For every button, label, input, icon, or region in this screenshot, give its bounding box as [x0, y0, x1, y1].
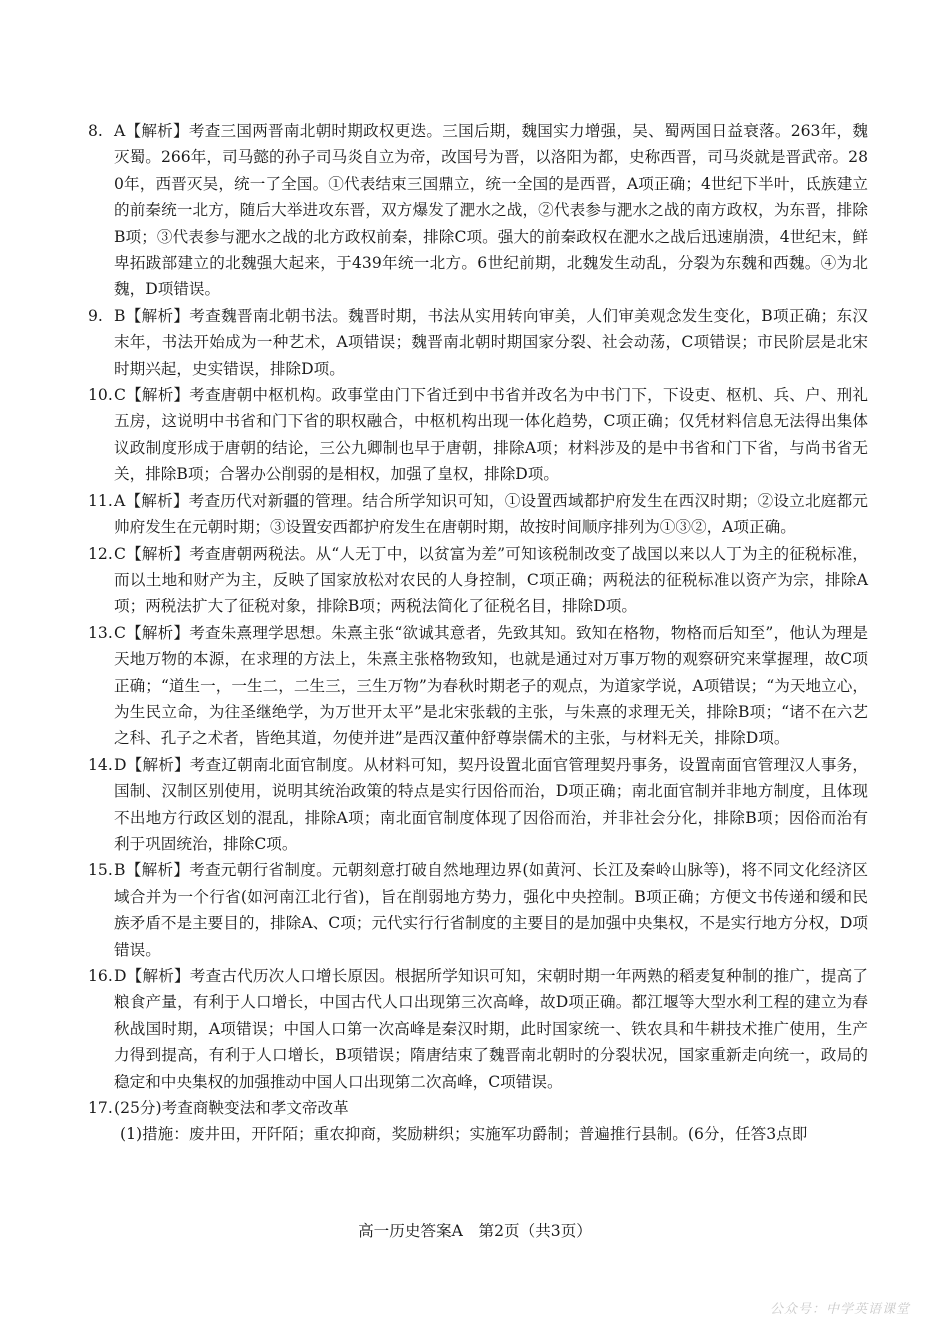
item-text: A【解析】考查历代对新疆的管理。结合所学知识可知，①设置西域都护府发生在西汉时期；②设立北庭都元帅府发生在元朝时期；③设置安西都护府发生在唐朝时期，故按时间顺序排列为①③②，A项正确。: [114, 491, 868, 537]
answer-item-11: [88, 488, 868, 541]
answer-item-9: [88, 303, 868, 382]
answer-item-8: [88, 118, 868, 303]
answer-content: [88, 118, 868, 1148]
item-number: 11.: [88, 491, 113, 510]
item-text: C【解析】考查唐朝中枢机构。政事堂由门下省迁到中书省并改名为中书门下，下设吏、枢机、兵、户、刑礼五房，这说明中书省和门下省的职权融合，中枢机构出现一体化趋势，C项正确；仅凭材料信息无法得出集体议政制度形成于唐朝的结论，三公九卿制也早于唐朝，排除A项；材料涉及的是中书省和门下省，与尚书省无关，排除B项；合署办公削弱的是相权，加强了皇权，排除D项。: [114, 386, 868, 484]
item-number: 9.: [88, 306, 103, 325]
item-number: 17.: [88, 1099, 113, 1118]
answer-item-17: [88, 1095, 868, 1121]
item-number: 10.: [88, 386, 113, 405]
item-number: 16.: [88, 967, 113, 985]
item-text: D【解析】考查辽朝南北面官制度。从材料可知，契丹设置北面官管理契丹事务，设置南面官管理汉人事务，国制、汉制区别使用，说明其统治政策的特点是实行因俗而治，D项正确；南北面官制并非地方制度，且体现不出地方行政区划的混乱，排除A项；南北面官制度体现了因俗而治，并非社会分化，排除B项；因俗而治有利于巩固统治，排除C项。: [114, 755, 868, 853]
item-number: 13.: [88, 623, 113, 642]
item-text: A【解析】考查三国两晋南北朝时期政权更迭。三国后期，魏国实力增强，吴、蜀两国日益衰落。263年，魏灭蜀。266年，司马懿的孙子司马炎自立为帝，改国号为晋，以洛阳为都，史称西晋，司马炎就是晋武帝。280年，西晋灭吴，统一了全国。①代表结束三国鼎立，统一全国的是西晋，A项正确；4世纪下半叶，氐族建立的前秦统一北方，随后大举进攻东晋，双方爆发了淝水之战，②代表参与淝水之战的南方政权，为东晋，排除B项；③代表参与淝水之战的北方政权前秦，排除C项。强大的前秦政权在淝水之战后迅速崩溃，4世纪末，鲜卑拓跋部建立的北魏强大起来，于439年统一北方。6世纪前期，北魏发生动乱，分裂为东魏和西魏。④为北魏，D项错误。: [114, 122, 868, 299]
item-number: 8.: [88, 122, 103, 140]
item-number: 12.: [88, 544, 113, 563]
item-text: D【解析】考查古代历次人口增长原因。根据所学知识可知，宋朝时期一年两熟的稻麦复种制的推广，提高了粮食产量，有利于人口增长，中国古代人口出现第三次高峰，故D项正确。都江堰等大型水利工程的建立为春秋战国时期，A项错误；中国人口第一次高峰是秦汉时期，此时国家统一、铁农具和牛耕技术推广使用，生产力得到提高，有利于人口增长，B项错误；隋唐结束了魏晋南北朝时的分裂状况，国家重新走向统一，政局的稳定和中央集权的加强推动中国人口出现第二次高峰，C项错误。: [114, 967, 868, 1091]
item-number: 15.: [88, 861, 113, 880]
answer-item-10: [88, 382, 868, 488]
answer-item-14: [88, 752, 868, 858]
answer-item-12: [88, 541, 868, 620]
answer-item-15: [88, 857, 868, 963]
watermark-text: 公众号：中学英语课堂: [769, 1302, 910, 1317]
item-text: B【解析】考查元朝行省制度。元朝刻意打破自然地理边界(如黄河、长江及秦岭山脉等)，将不同文化经济区域合并为一个行省(如河南江北行省)，旨在削弱地方势力，强化中央控制。B项正确；方便文书传递和缓和民族矛盾不是主要目的，排除A、C项；元代实行行省制度的主要目的是加强中央集权，不是实行地方分权，D项错误。: [114, 861, 868, 959]
item-number: 14.: [88, 755, 113, 774]
page-footer: 高一历史答案A 第2页（共3页）: [358, 1222, 592, 1240]
item-text: (25分)考查商鞅变法和孝文帝改革: [114, 1099, 349, 1118]
answer-subitem-17-1: (1)措施：废井田，开阡陌；重农抑商，奖励耕织；实施军功爵制；普遍推行县制。(6分，任答3点即: [120, 1125, 808, 1144]
item-text: B【解析】考查魏晋南北朝书法。魏晋时期，书法从实用转向审美，人们审美观念发生变化，B项正确；东汉末年，书法开始成为一种艺术，A项错误；魏晋南北朝时期国家分裂、社会动荡，C项错误；市民阶层是北宋时期兴起，史实错误，排除D项。: [114, 306, 868, 378]
answer-item-13: [88, 620, 868, 752]
item-text: C【解析】考查唐朝两税法。从“人无丁中，以贫富为差”可知该税制改变了战国以来以人丁为主的征税标准，而以土地和财产为主，反映了国家放松对农民的人身控制，C项正确；两税法的征税标准以资产为宗，排除A项；两税法扩大了征税对象，排除B项；两税法简化了征税名目，排除D项。: [114, 544, 868, 616]
item-text: C【解析】考查朱熹理学思想。朱熹主张“欲诚其意者，先致其知。致知在格物，物格而后知至”，他认为理是天地万物的本源，在求理的方法上，朱熹主张格物致知，也就是通过对万事万物的观察研究来掌握理，故C项正确；“道生一，一生二，二生三，三生万物”为春秋时期老子的观点，为道家学说，A项错误；“为天地立心，为生民立命，为往圣继绝学，为万世开太平”是北宋张载的主张，与朱熹的求理无关，排除B项；“诸不在六艺之科、孔子之术者，皆绝其道，勿使并进”是西汉董仲舒尊崇儒术的主张，与材料无关，排除D项。: [114, 623, 868, 748]
answer-item-16: [88, 963, 868, 1095]
